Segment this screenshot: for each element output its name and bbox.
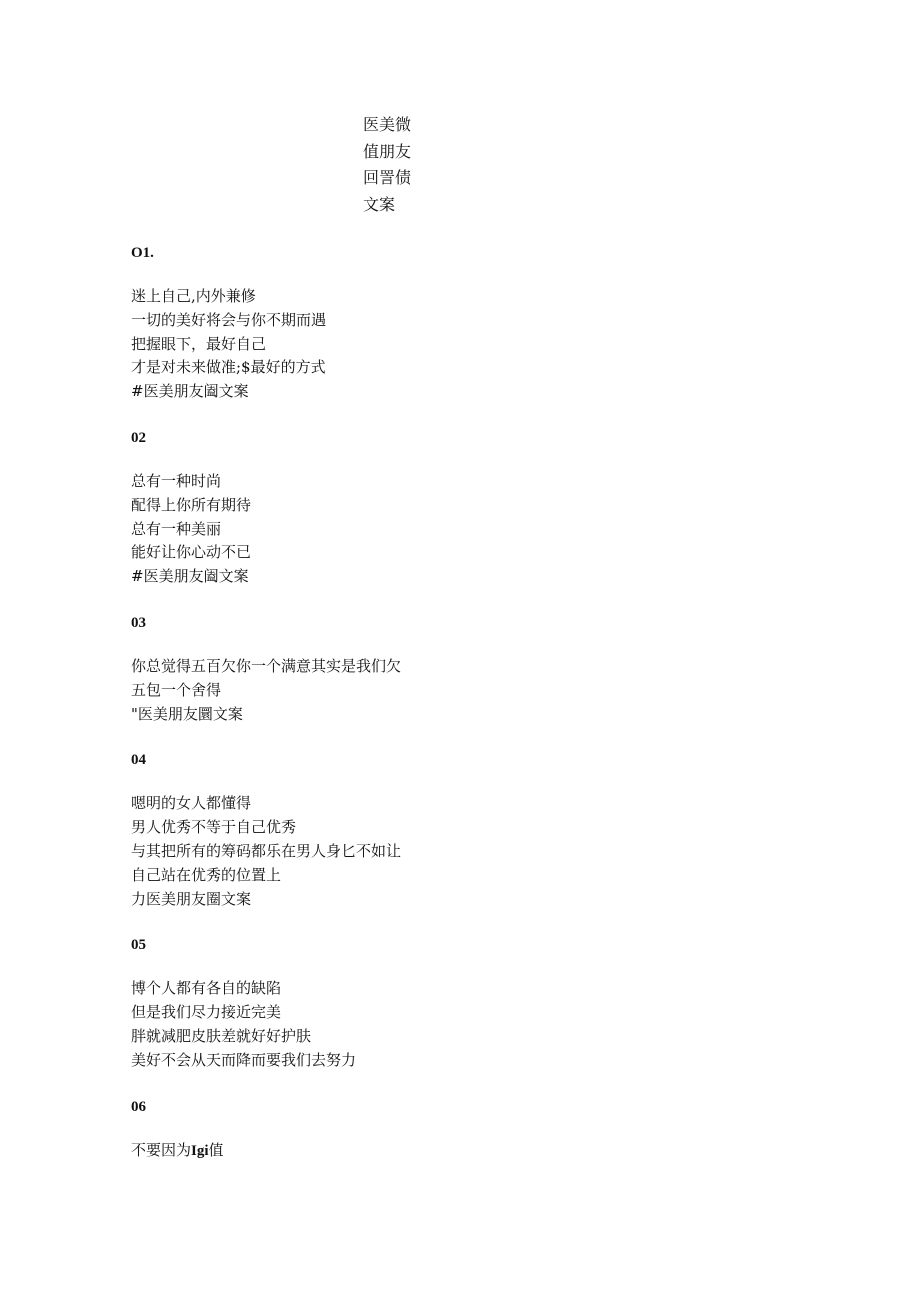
text-fragment: 不要因为 — [131, 1140, 192, 1159]
text-line: 迷上自己,内外兼修 — [131, 287, 256, 305]
text-line: 能好让你心动不已 — [131, 543, 252, 562]
text-line: 嗯明的女人都懂得 — [131, 794, 252, 813]
text-line: 把握眼下，最好自己 — [131, 334, 267, 353]
section-text — [131, 792, 731, 911]
title-line: 回詈债 — [363, 168, 412, 187]
text-line: 才是对未来做准;$最好的方式 — [131, 358, 326, 377]
text-line: 博个人都有各自的缺陷 — [131, 979, 282, 998]
document-title — [363, 112, 423, 218]
section-05 — [131, 933, 731, 1072]
text-line: 配得上你所有期待 — [131, 495, 252, 514]
text-line: 一切的美好将会与你不期而遇 — [131, 310, 327, 329]
section-number: 03 — [131, 614, 146, 631]
text-line: 五包一个舍得 — [131, 680, 222, 699]
text-line: 自己站在优秀的位置上 — [131, 865, 282, 884]
hashtag-line: #医美朋友阖文案 — [131, 382, 249, 401]
text-fragment: 值 — [208, 1140, 224, 1159]
text-line: 美好不会从天而降而要我们去努力 — [131, 1050, 357, 1069]
text-line: 总有一种时尚 — [131, 471, 222, 490]
section-01 — [131, 241, 731, 404]
section-04 — [131, 748, 731, 911]
text-line: 男人优秀不等于自己优秀 — [131, 818, 297, 837]
section-number: 02 — [131, 429, 146, 446]
text-line: 总有一种美丽 — [131, 519, 222, 538]
section-text — [131, 470, 731, 589]
section-text — [131, 1139, 731, 1164]
section-text — [131, 655, 731, 726]
hashtag-line: 力医美朋友圈文案 — [131, 889, 252, 908]
text-line: 胖就减肥皮肤差就好好护肤 — [131, 1026, 312, 1045]
text-fragment-bold: Igi — [191, 1142, 209, 1159]
hashtag-line: "医美朋友圜文案 — [131, 704, 243, 723]
hashtag-line: #医美朋友阖文案 — [131, 567, 249, 586]
section-text — [131, 285, 731, 404]
content-body — [131, 241, 731, 1185]
title-line: 文案 — [363, 194, 396, 214]
section-number: 06 — [131, 1098, 146, 1115]
section-number: O1. — [131, 245, 154, 261]
section-02 — [131, 426, 731, 589]
text-line — [131, 1139, 731, 1164]
section-03 — [131, 611, 731, 726]
text-line: 你总觉得五百欠你一个满意其实是我们欠 — [131, 656, 402, 675]
text-line: 与其把所有的筹码都乐在男人身匕不如让 — [131, 841, 402, 860]
title-line: 值朋友 — [363, 141, 412, 161]
section-06 — [131, 1095, 731, 1164]
title-line: 医美微 — [363, 115, 412, 134]
section-number: 04 — [131, 752, 146, 769]
text-line: 但是我们尽力接近完美 — [131, 1003, 282, 1022]
section-number: 05 — [131, 937, 146, 954]
section-text — [131, 977, 731, 1072]
